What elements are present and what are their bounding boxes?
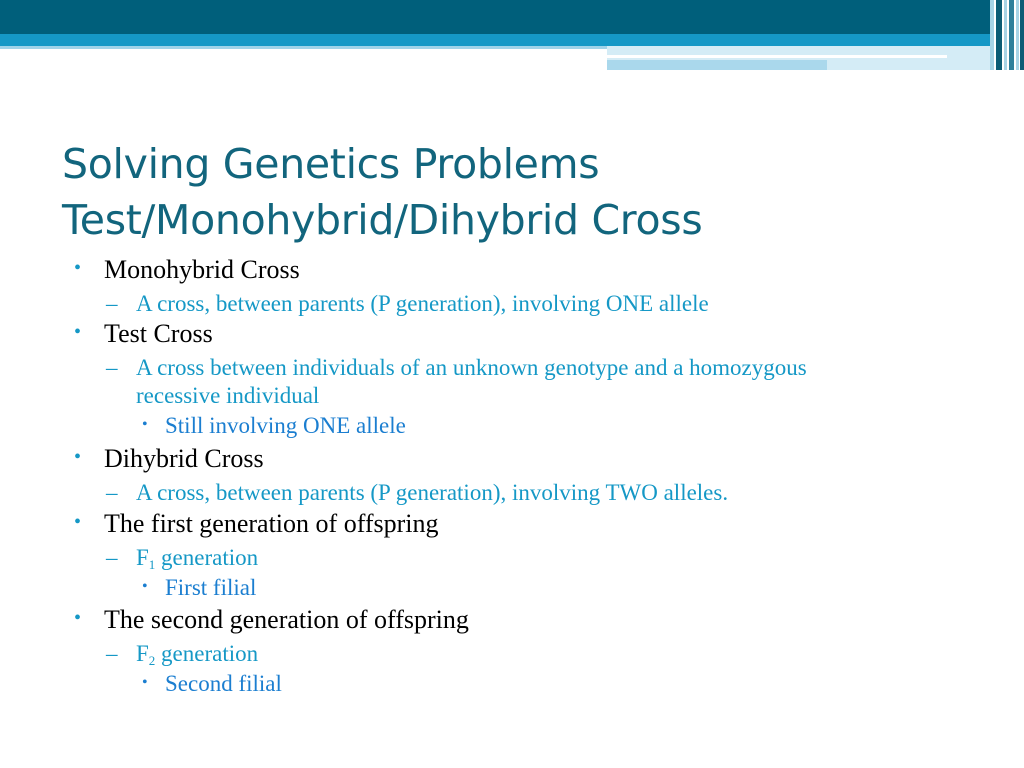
en-dash-icon: – (106, 641, 118, 666)
header-band-dark (0, 0, 990, 34)
slide-title-line-2: Test/Monohybrid/Dihybrid Cross (62, 196, 703, 244)
header-band-step-inner (607, 60, 827, 70)
header-vertical-bar (1009, 0, 1014, 70)
header-band-mid (0, 34, 990, 46)
sub-bullet-monohybrid-definition (106, 290, 709, 318)
slide-title (62, 136, 702, 248)
header-vertical-bar (1016, 0, 1019, 70)
header-vertical-bar (990, 0, 994, 70)
sub-bullet-dihybrid-definition (106, 479, 729, 507)
en-dash-icon: – (106, 545, 118, 570)
f2-subscript: 2 (148, 653, 156, 668)
sub-sub-bullet-one-allele: • Still involving ONE allele (165, 413, 406, 439)
sub-bullet-test-cross-definition (106, 354, 896, 410)
slide-title-line-1: Solving Genetics Problems (62, 140, 600, 188)
en-dash-icon: – (106, 291, 118, 316)
f2-suffix: generation (155, 641, 259, 666)
f1-prefix: F (136, 545, 149, 570)
sub-sub-bullet-second-filial: • Second filial (165, 671, 282, 697)
bullet-test-cross: • Test Cross (104, 319, 213, 349)
header-band-line (607, 55, 947, 58)
f1-suffix: generation (155, 545, 259, 570)
f1-subscript: 1 (148, 557, 156, 572)
header-vertical-bar (996, 0, 1002, 70)
sub-sub-bullet-first-filial: • First filial (165, 575, 256, 601)
header-band (0, 0, 1024, 80)
sub-bullet-f1-generation (106, 544, 259, 579)
bullet-second-generation: • The second generation of offspring (104, 605, 469, 635)
sub-bullet-text: A cross, between parents (P generation), involving TWO alleles. (136, 480, 729, 505)
sub-bullet-text: A cross, between parents (P generation), involving ONE allele (136, 291, 709, 316)
en-dash-icon: – (106, 480, 118, 505)
en-dash-icon: – (106, 355, 118, 380)
f2-prefix: F (136, 641, 149, 666)
header-vertical-bar (1020, 0, 1024, 70)
sub-bullet-f2-generation (106, 640, 259, 675)
header-vertical-bar (1004, 0, 1007, 70)
bullet-first-generation: • The first generation of offspring (104, 509, 439, 539)
bullet-monohybrid-cross: • Monohybrid Cross (104, 255, 300, 285)
bullet-dihybrid-cross: • Dihybrid Cross (104, 444, 264, 474)
sub-bullet-text: A cross between individuals of an unknown genotype and a homozygous recessive individual (136, 355, 807, 408)
